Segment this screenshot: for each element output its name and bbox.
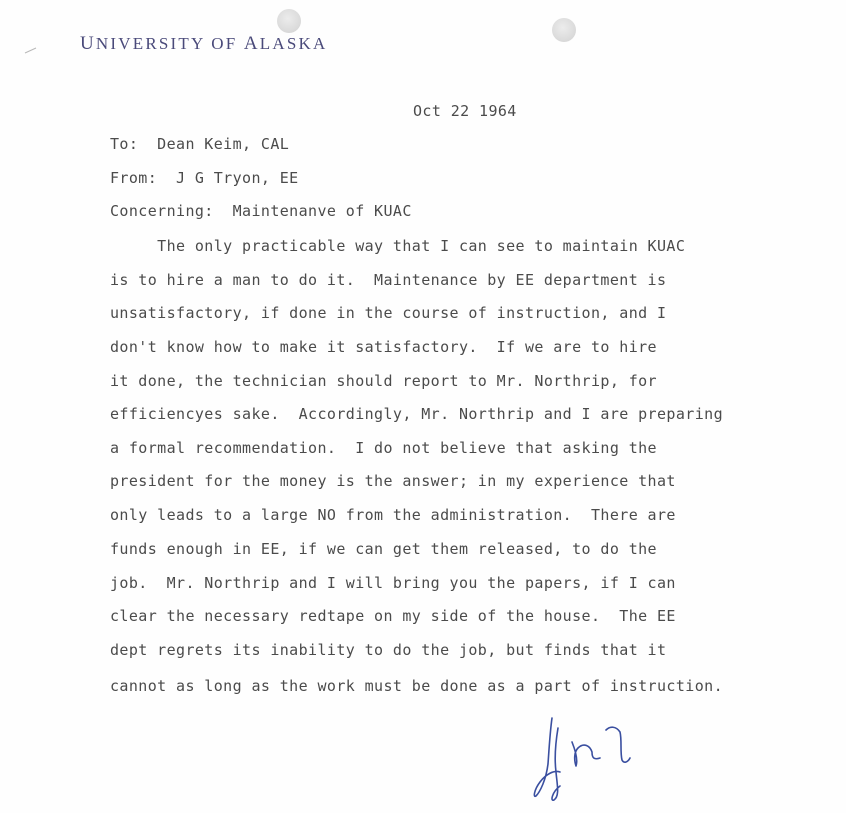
body-line: is to hire a man to do it. Maintenance by EE department is xyxy=(110,271,667,289)
letterhead-u: U xyxy=(80,33,96,54)
body-line: dept regrets its inability to do the job, but finds that it xyxy=(110,641,667,659)
punch-hole-right xyxy=(552,18,576,42)
body-line: don't know how to make it satisfactory. If we are to hire xyxy=(110,338,657,356)
body-line: unsatisfactory, if done in the course of instruction, and I xyxy=(110,304,667,322)
body-line: president for the money is the answer; in my experience that xyxy=(110,472,676,490)
body-line: The only practicable way that I can see to maintain KUAC xyxy=(110,237,686,255)
paper-mark xyxy=(24,46,38,54)
body-line: efficiencyes sake. Accordingly, Mr. Northrip and I are preparing xyxy=(110,405,723,423)
body-line: only leads to a large NO from the administration. There are xyxy=(110,506,676,524)
punch-hole-left xyxy=(277,9,301,33)
body-line: clear the necessary redtape on my side of the house. The EE xyxy=(110,607,676,625)
header-concerning: Concerning: Maintenanve of KUAC xyxy=(110,202,412,220)
letterhead xyxy=(80,33,327,55)
header-from: From: J G Tryon, EE xyxy=(110,169,299,187)
body-line: it done, the technician should report to Mr. Northrip, for xyxy=(110,372,657,390)
body-line: a formal recommendation. I do not believe that asking the xyxy=(110,439,657,457)
letter-date: Oct 22 1964 xyxy=(413,102,517,120)
header-to: To: Dean Keim, CAL xyxy=(110,135,290,153)
body-line: funds enough in EE, if we can get them released, to do the xyxy=(110,540,657,558)
signature xyxy=(530,712,635,804)
letterhead-niversity: NIVERSITY OF xyxy=(95,34,238,53)
body-line: job. Mr. Northrip and I will bring you the papers, if I can xyxy=(110,574,676,592)
letterhead-laska: LASKA xyxy=(259,34,328,53)
body-line: cannot as long as the work must be done as a part of instruction. xyxy=(110,677,723,695)
letterhead-a: A xyxy=(243,33,260,54)
